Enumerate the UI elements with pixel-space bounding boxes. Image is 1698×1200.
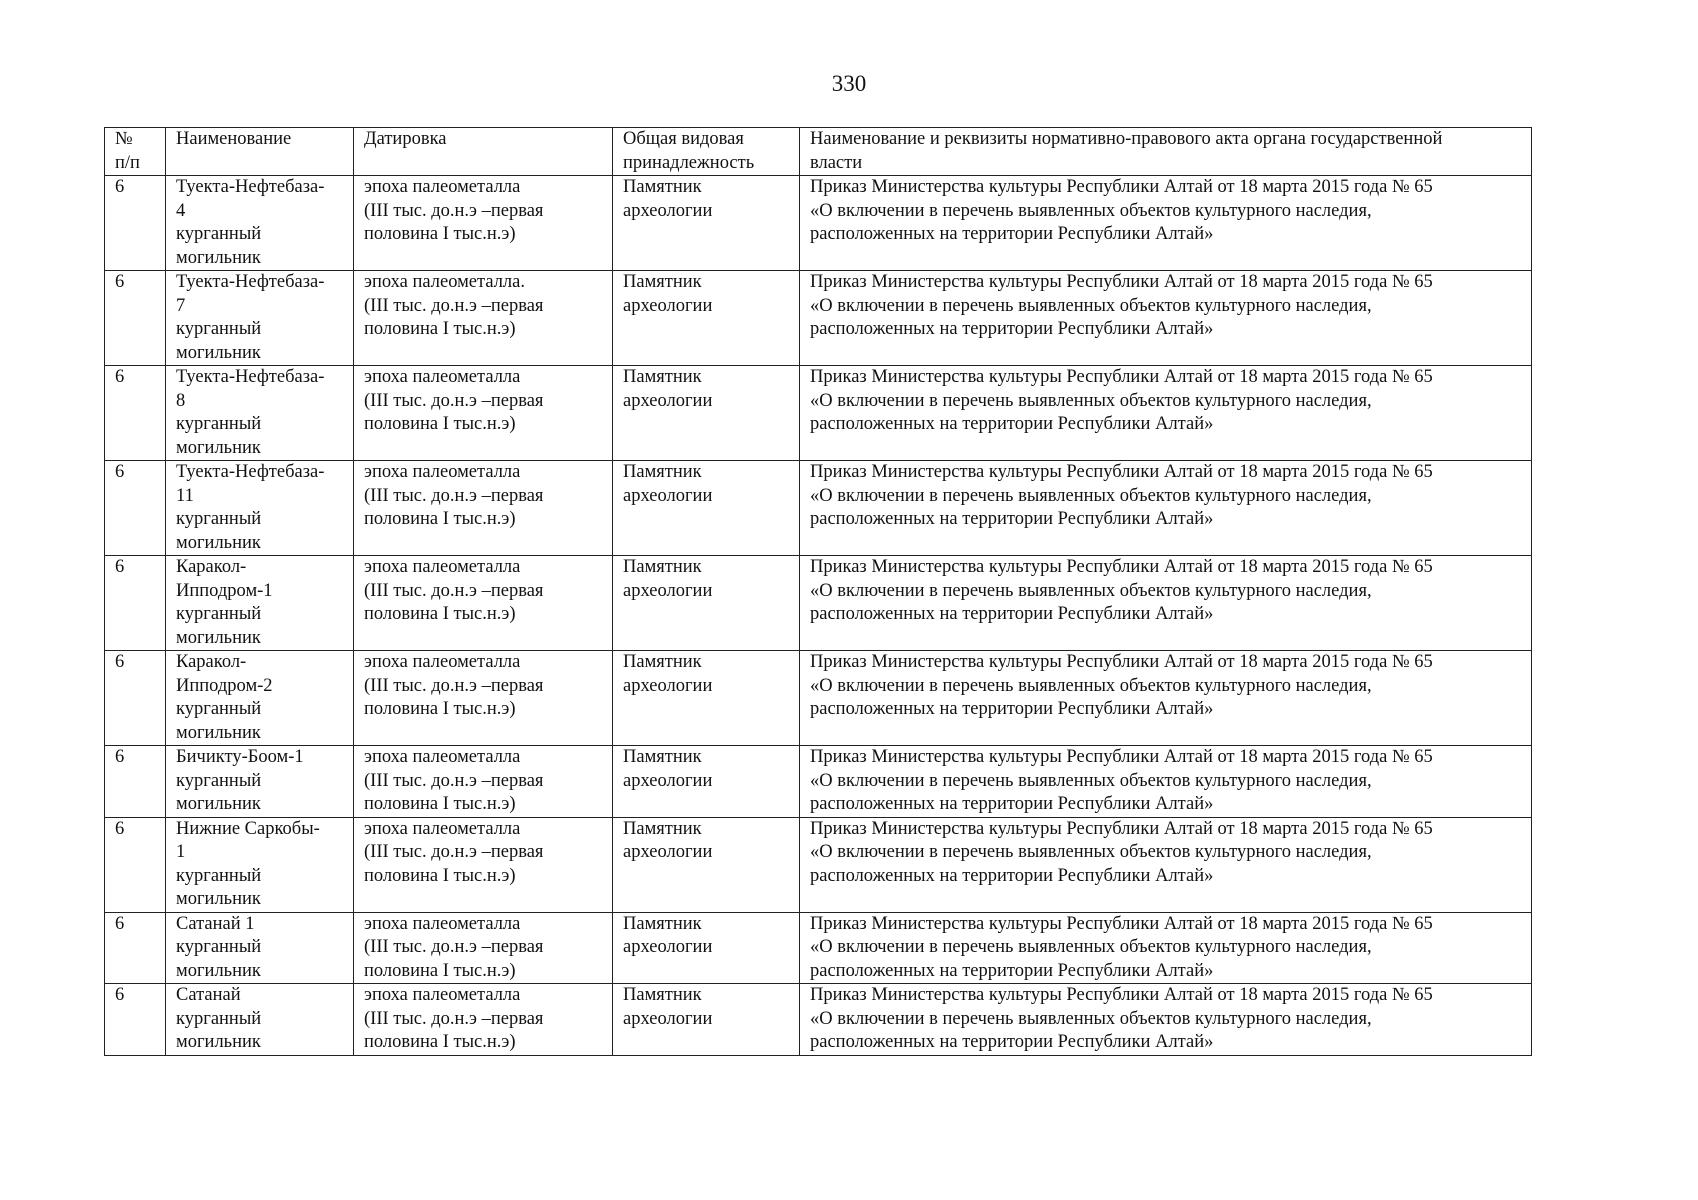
cell-legal-act: Приказ Министерства культуры Республики Алтай от 18 марта 2015 года № 65 «О включении в перечень выявленных объектов культурного наследия, расположенных на территории Республики Алтай» (800, 651, 1532, 746)
table-row (105, 556, 1532, 651)
cell-legal-act: Приказ Министерства культуры Республики Алтай от 18 марта 2015 года № 65 «О включении в перечень выявленных объектов культурного наследия, расположенных на территории Республики Алтай» (800, 912, 1532, 984)
cell-type: Памятник археологии (613, 984, 800, 1056)
cell-number: 6 (105, 984, 166, 1056)
cell-dating: эпоха палеометалла (III тыс. до.н.э –первая половина I тыс.н.э) (354, 746, 613, 818)
cell-type: Памятник археологии (613, 461, 800, 556)
cell-number: 6 (105, 912, 166, 984)
header-type: Общая видовая принадлежность (613, 128, 800, 176)
table-row (105, 651, 1532, 746)
cell-legal-act: Приказ Министерства культуры Республики Алтай от 18 марта 2015 года № 65 «О включении в перечень выявленных объектов культурного наследия, расположенных на территории Республики Алтай» (800, 461, 1532, 556)
cell-number: 6 (105, 746, 166, 818)
cell-dating: эпоха палеометалла (III тыс. до.н.э –первая половина I тыс.н.э) (354, 984, 613, 1056)
table-body (105, 176, 1532, 1056)
table-row (105, 366, 1532, 461)
cell-type: Памятник археологии (613, 366, 800, 461)
table-row (105, 746, 1532, 818)
cell-legal-act: Приказ Министерства культуры Республики Алтай от 18 марта 2015 года № 65 «О включении в перечень выявленных объектов культурного наследия, расположенных на территории Республики Алтай» (800, 176, 1532, 271)
cell-dating: эпоха палеометалла (III тыс. до.н.э –первая половина I тыс.н.э) (354, 366, 613, 461)
cell-type: Памятник археологии (613, 556, 800, 651)
cell-name: Сатанай 1 курганный могильник (166, 912, 354, 984)
cell-name: Бичикту-Боом-1 курганный могильник (166, 746, 354, 818)
header-legal-act: Наименование и реквизиты нормативно-правового акта органа государственной власти (800, 128, 1532, 176)
table-row (105, 271, 1532, 366)
cell-name: Туекта-Нефтебаза- 7 курганный могильник (166, 271, 354, 366)
page-number: 330 (831, 71, 867, 96)
cell-number: 6 (105, 271, 166, 366)
cell-legal-act: Приказ Министерства культуры Республики Алтай от 18 марта 2015 года № 65 «О включении в перечень выявленных объектов культурного наследия, расположенных на территории Республики Алтай» (800, 746, 1532, 818)
cell-dating: эпоха палеометалла (III тыс. до.н.э –первая половина I тыс.н.э) (354, 176, 613, 271)
cell-type: Памятник археологии (613, 176, 800, 271)
cell-number: 6 (105, 176, 166, 271)
table-header-row (105, 128, 1532, 176)
cell-dating: эпоха палеометалла (III тыс. до.н.э –первая половина I тыс.н.э) (354, 912, 613, 984)
cell-legal-act: Приказ Министерства культуры Республики Алтай от 18 марта 2015 года № 65 «О включении в перечень выявленных объектов культурного наследия, расположенных на территории Республики Алтай» (800, 366, 1532, 461)
cell-legal-act: Приказ Министерства культуры Республики Алтай от 18 марта 2015 года № 65 «О включении в перечень выявленных объектов культурного наследия, расположенных на территории Республики Алтай» (800, 271, 1532, 366)
cell-legal-act: Приказ Министерства культуры Республики Алтай от 18 марта 2015 года № 65 «О включении в перечень выявленных объектов культурного наследия, расположенных на территории Республики Алтай» (800, 556, 1532, 651)
heritage-objects-table (104, 127, 1532, 1056)
cell-type: Памятник археологии (613, 912, 800, 984)
cell-name: Каракол- Ипподром-2 курганный могильник (166, 651, 354, 746)
cell-type: Памятник археологии (613, 746, 800, 818)
cell-name: Сатанай курганный могильник (166, 984, 354, 1056)
cell-name: Туекта-Нефтебаза- 11 курганный могильник (166, 461, 354, 556)
cell-dating: эпоха палеометалла (III тыс. до.н.э –первая половина I тыс.н.э) (354, 556, 613, 651)
cell-name: Нижние Саркобы- 1 курганный могильник (166, 817, 354, 912)
cell-dating: эпоха палеометалла. (III тыс. до.н.э –первая половина I тыс.н.э) (354, 271, 613, 366)
cell-name: Туекта-Нефтебаза- 8 курганный могильник (166, 366, 354, 461)
header-number: № п/п (105, 128, 166, 176)
cell-type: Памятник археологии (613, 651, 800, 746)
cell-number: 6 (105, 556, 166, 651)
header-name: Наименование (166, 128, 354, 176)
cell-number: 6 (105, 461, 166, 556)
cell-dating: эпоха палеометалла (III тыс. до.н.э –первая половина I тыс.н.э) (354, 651, 613, 746)
cell-dating: эпоха палеометалла (III тыс. до.н.э –первая половина I тыс.н.э) (354, 817, 613, 912)
cell-type: Памятник археологии (613, 817, 800, 912)
cell-name: Туекта-Нефтебаза- 4 курганный могильник (166, 176, 354, 271)
cell-number: 6 (105, 817, 166, 912)
header-dating: Датировка (354, 128, 613, 176)
cell-name: Каракол- Ипподром-1 курганный могильник (166, 556, 354, 651)
table-row (105, 817, 1532, 912)
cell-number: 6 (105, 366, 166, 461)
table-row (105, 176, 1532, 271)
cell-type: Памятник археологии (613, 271, 800, 366)
cell-dating: эпоха палеометалла (III тыс. до.н.э –первая половина I тыс.н.э) (354, 461, 613, 556)
cell-legal-act: Приказ Министерства культуры Республики Алтай от 18 марта 2015 года № 65 «О включении в перечень выявленных объектов культурного наследия, расположенных на территории Республики Алтай» (800, 984, 1532, 1056)
table-row (105, 984, 1532, 1056)
table-row (105, 461, 1532, 556)
cell-number: 6 (105, 651, 166, 746)
table-row (105, 912, 1532, 984)
cell-legal-act: Приказ Министерства культуры Республики Алтай от 18 марта 2015 года № 65 «О включении в перечень выявленных объектов культурного наследия, расположенных на территории Республики Алтай» (800, 817, 1532, 912)
